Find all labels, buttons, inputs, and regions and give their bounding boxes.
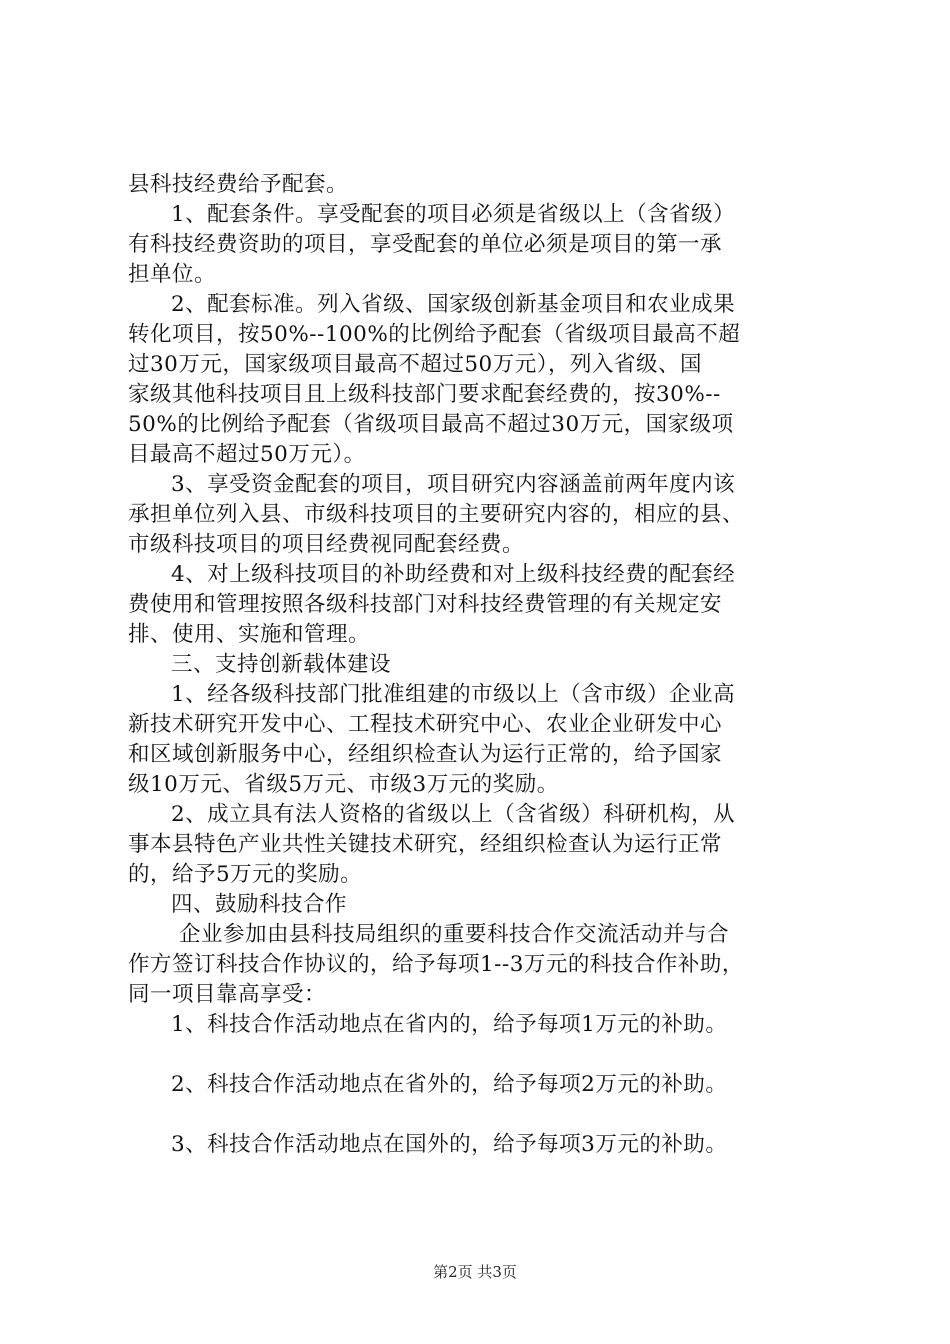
text-line: 事本县特色产业共性关键技术研究，经组织检查认为运行正常 xyxy=(128,832,723,857)
text-line: 目最高不超过50万元）。 xyxy=(128,442,366,467)
text-line: 和区域创新服务中心，经组织检查认为运行正常的，给予国家 xyxy=(128,742,723,767)
text-line: 的，给予5万元的奖励。 xyxy=(128,862,363,887)
text-line: 级10万元、省级5万元、市级3万元的奖励。 xyxy=(128,772,559,797)
text-line: 1、配套条件。享受配套的项目必须是省级以上（含省级） xyxy=(171,202,736,227)
text-line: 2、配套标准。列入省级、国家级创新基金项目和农业成果 xyxy=(171,292,736,317)
text-line: 1、经各级科技部门批准组建的市级以上（含市级）企业高 xyxy=(171,682,736,707)
text-line: 1、科技合作活动地点在省内的，给予每项1万元的补助。 xyxy=(171,1012,728,1037)
text-line: 过30万元，国家级项目最高不超过50万元），列入省级、国 xyxy=(128,352,702,377)
text-line: 家级其他科技项目且上级科技部门要求配套经费的，按30%-- xyxy=(128,382,721,407)
text-line: 3、享受资金配套的项目，项目研究内容涵盖前两年度内该 xyxy=(171,472,736,497)
text-line: 县科技经费给予配套。 xyxy=(128,172,349,197)
text-line: 费使用和管理按照各级科技部门对科技经费管理的有关规定安 xyxy=(128,592,723,617)
text-line: 新技术研究开发中心、工程技术研究中心、农业企业研发中心 xyxy=(128,712,723,737)
text-line: 担单位。 xyxy=(128,262,217,287)
page-footer: 第2页 共3页 xyxy=(433,1263,517,1281)
text-line: 同一项目靠高享受： xyxy=(128,982,327,1007)
text-line: 3、科技合作活动地点在国外的，给予每项3万元的补助。 xyxy=(171,1132,728,1157)
section-heading: 四、鼓励科技合作 xyxy=(171,892,348,917)
text-line: 有科技经费资助的项目，享受配套的单位必须是项目的第一承 xyxy=(128,232,723,257)
text-line: 作方签订科技合作协议的，给予每项1--3万元的科技合作补助， xyxy=(128,952,744,977)
text-line: 2、成立具有法人资格的省级以上（含省级）科研机构，从 xyxy=(171,802,736,827)
text-line: 企业参加由县科技局组织的重要科技合作交流活动并与合 xyxy=(179,922,730,947)
section-heading: 三、支持创新载体建设 xyxy=(171,652,392,677)
text-line: 4、对上级科技项目的补助经费和对上级科技经费的配套经 xyxy=(171,562,736,587)
text-line: 转化项目，按50%--100%的比例给予配套（省级项目最高不超 xyxy=(128,322,741,347)
text-line: 2、科技合作活动地点在省外的，给予每项2万元的补助。 xyxy=(171,1072,728,1097)
text-line: 承担单位列入县、市级科技项目的主要研究内容的，相应的县、 xyxy=(128,502,745,527)
body-text xyxy=(128,170,830,1160)
text-line: 排、使用、实施和管理。 xyxy=(128,622,371,647)
text-line: 市级科技项目的项目经费视同配套经费。 xyxy=(128,532,525,557)
text-line: 50%的比例给予配套（省级项目最高不超过30万元，国家级项 xyxy=(128,412,734,437)
